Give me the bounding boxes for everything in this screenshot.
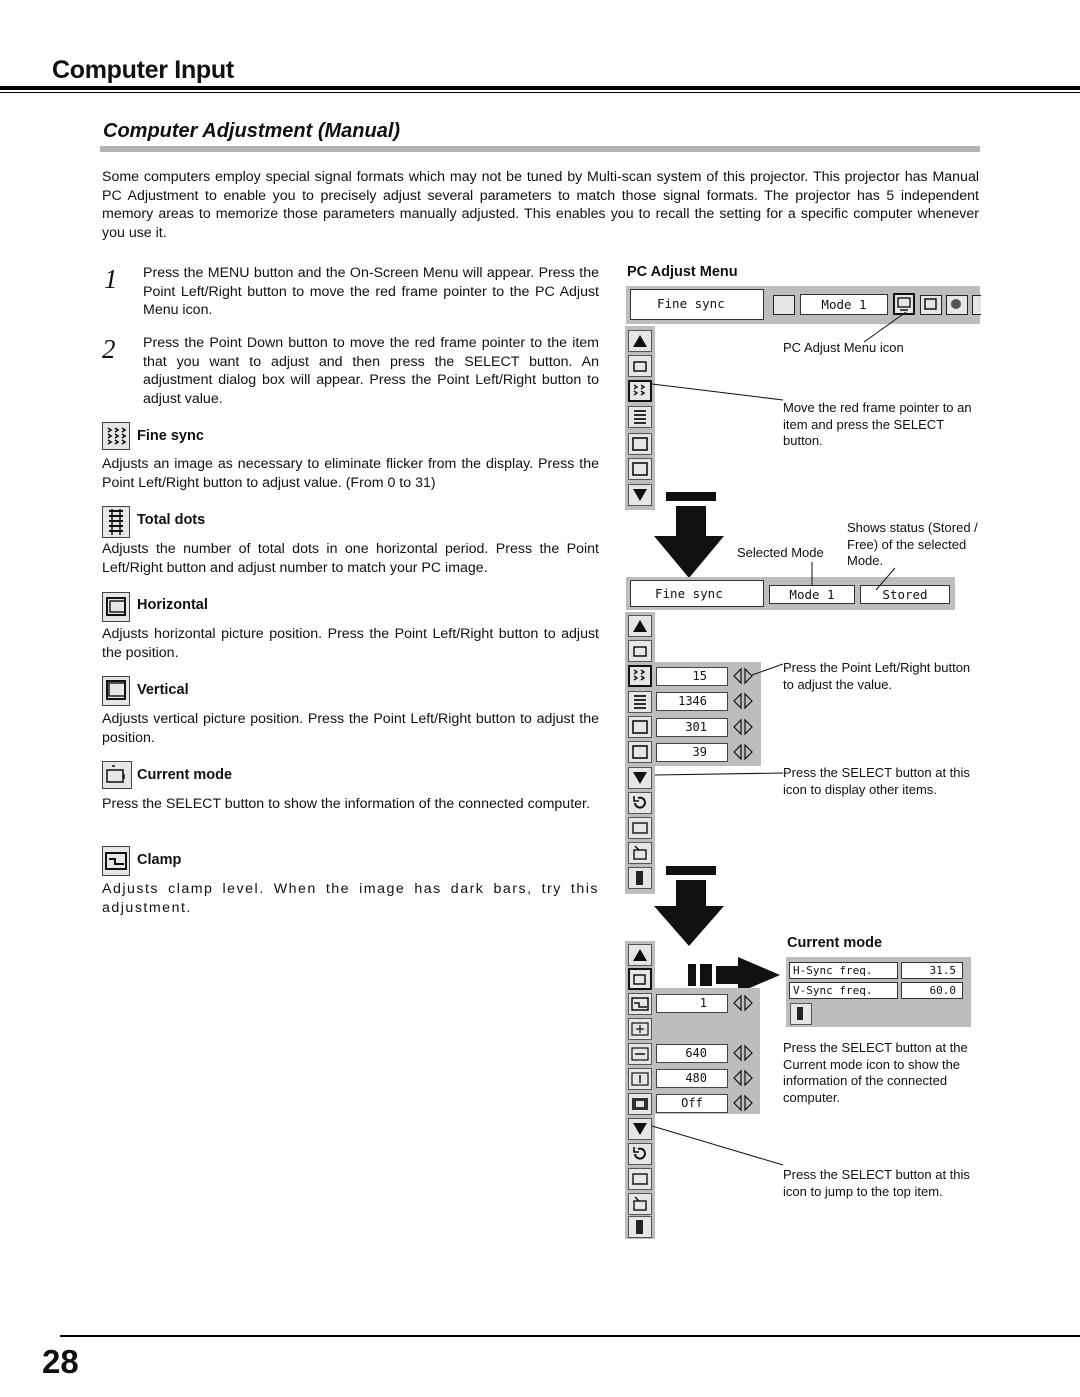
feature-heading-horizontal: Horizontal <box>137 597 208 613</box>
section-title: Computer Input <box>52 56 234 84</box>
vsync-label: V-Sync freq. <box>789 982 898 999</box>
menu-bar-1-item: Fine sync <box>630 289 764 320</box>
total-dots-icon <box>102 506 130 538</box>
feature-desc-clamp: Adjusts clamp level. When the image has dark bars, try this adjustment. <box>102 881 599 916</box>
step-number-2: 2 <box>102 334 116 364</box>
reset-icon <box>628 1143 652 1165</box>
hsync-value: 31.5 <box>901 962 963 979</box>
menu-bar-1-mode: Mode 1 <box>800 294 888 315</box>
step-number-1: 1 <box>104 264 118 294</box>
feature-heading-current-mode: Current mode <box>137 767 233 783</box>
feature-heading-clamp: Clamp <box>137 852 182 868</box>
clamp-value: 1 <box>656 994 728 1013</box>
display-other-callout: Press the SELECT button at this icon to display other items. <box>783 765 970 797</box>
display-area-v-value: 480 <box>656 1069 728 1088</box>
up-arrow-icon <box>628 944 652 966</box>
fine-sync-icon <box>628 665 652 687</box>
total-dots-icon <box>628 691 652 713</box>
store-icon <box>628 1168 652 1190</box>
feature-heading-fine-sync: Fine sync <box>137 428 204 444</box>
fine-sync-icon <box>628 380 652 402</box>
full-screen-icon <box>628 1093 652 1115</box>
full-screen-value: Off <box>656 1094 728 1113</box>
feature-desc-fine-sync: Adjusts an image as necessary to eliminate flicker from the display. Press the Point Left/Right button to adjust value. (From 0 to 31) <box>102 456 599 491</box>
input-icon <box>773 295 795 315</box>
up-arrow-icon <box>628 615 652 637</box>
fine-sync-icon <box>102 422 130 450</box>
vsync-value: 60.0 <box>901 982 963 999</box>
intro-paragraph: Some computers employ special signal formats which may not be tuned by Multi-scan system of this projector. This projector has Manual PC Adjustment to enable you to precisely adjust several parameters to match those signal formats. The projector has 5 independent memory areas to memorize those parameters manually adjusted. This enables you to recall the setting for a specific computer whenever you use it. <box>102 169 979 242</box>
menu-bar-2-mode: Mode 1 <box>769 585 855 604</box>
feature-heading-total-dots: Total dots <box>137 512 206 528</box>
hsync-label: H-Sync freq. <box>789 962 898 979</box>
reset-icon <box>628 792 652 814</box>
vertical-icon <box>102 676 130 706</box>
feature-desc-horizontal: Adjusts horizontal picture position. Press the Point Left/Right button to adjust the position. <box>102 626 599 661</box>
left-right-arrows <box>732 665 756 763</box>
down-arrow-icon <box>628 1118 652 1140</box>
left-right-arrows <box>732 992 756 1112</box>
step-text-2: Press the Point Down button to move the red frame pointer to the item that you want to adjust and then press the SELECT button. An adjustment dialog box will appear. Press the Point Left/Right button to adjust value. <box>143 335 599 408</box>
pc-adjust-menu-icon <box>893 293 915 315</box>
menu-bar-2-status: Stored <box>860 585 950 604</box>
menu-icon-callout: PC Adjust Menu icon <box>783 340 904 355</box>
display-area-v-icon <box>628 1068 652 1090</box>
adjust-value-callout: Press the Point Left/Right button to adjust the value. <box>783 660 971 692</box>
feature-desc-vertical: Adjusts vertical picture position. Press the Point Left/Right button to adjust the position. <box>102 711 599 746</box>
up-arrow-icon <box>628 330 652 352</box>
feature-desc-total-dots: Adjusts the number of total dots in one horizontal period. Press the Point Left/Right button and adjust number to match your PC image. <box>102 541 599 576</box>
display-area-h-icon <box>628 1043 652 1065</box>
quit-icon <box>790 1003 812 1025</box>
down-arrow-icon <box>628 484 652 506</box>
total-dots-value: 1346 <box>656 692 728 711</box>
display-area-icon <box>628 1018 652 1040</box>
vertical-icon <box>628 458 652 480</box>
current-mode-icon <box>102 761 132 789</box>
clamp-icon <box>102 846 130 876</box>
move-pointer-callout: Move the red frame pointer to an item and press the SELECT button. <box>783 400 972 448</box>
mode-free-icon <box>628 1193 652 1215</box>
menu-bar-2-item: Fine sync <box>630 580 764 607</box>
quit-icon <box>628 1216 652 1238</box>
jump-top-callout: Press the SELECT button at this icon to jump to the top item. <box>783 1167 970 1199</box>
horizontal-icon <box>102 592 130 622</box>
subtitle-rule <box>100 146 980 152</box>
current-mode-title: Current mode <box>787 935 883 951</box>
down-arrow-graphic <box>652 864 726 948</box>
page-subtitle: Computer Adjustment (Manual) <box>103 120 401 142</box>
total-dots-icon <box>628 406 652 428</box>
feature-heading-vertical: Vertical <box>137 682 189 698</box>
header-rule <box>0 86 1080 90</box>
pc-adjust-menu-label: PC Adjust Menu <box>627 264 738 280</box>
current-mode-info-callout: Press the SELECT button at the Current mode icon to show the information of the connected computer. <box>783 1040 968 1105</box>
current-mode-icon <box>628 355 652 377</box>
current-mode-icon <box>628 968 652 990</box>
down-arrow-icon <box>628 767 652 789</box>
horizontal-icon <box>628 716 652 738</box>
quit-icon <box>628 867 652 889</box>
shows-status-callout: Shows status (Stored / Free) of the selected Mode. <box>847 520 978 568</box>
image-menu-icon <box>920 295 942 315</box>
step-text-1: Press the MENU button and the On-Screen Menu will appear. Press the Point Left/Right button to move the red frame pointer to the PC Adjust Menu icon. <box>143 265 599 319</box>
page-number: 28 <box>42 1343 79 1380</box>
vertical-value: 39 <box>656 743 728 762</box>
store-icon <box>628 817 652 839</box>
down-arrow-graphic <box>652 490 726 580</box>
display-area-h-value: 640 <box>656 1044 728 1063</box>
footer-rule <box>60 1335 1080 1337</box>
selected-mode-callout: Selected Mode <box>737 545 824 560</box>
current-mode-icon <box>628 640 652 662</box>
horizontal-value: 301 <box>656 718 728 737</box>
feature-desc-current-mode: Press the SELECT button to show the information of the connected computer. <box>102 796 590 812</box>
fine-sync-value: 15 <box>656 667 728 686</box>
header-rule-thin <box>0 92 1080 93</box>
mode-free-icon <box>628 842 652 864</box>
clamp-icon <box>628 993 652 1015</box>
menu-more-icon <box>972 295 981 315</box>
vertical-icon <box>628 741 652 763</box>
screen-menu-icon <box>946 295 968 315</box>
horizontal-icon <box>628 433 652 455</box>
